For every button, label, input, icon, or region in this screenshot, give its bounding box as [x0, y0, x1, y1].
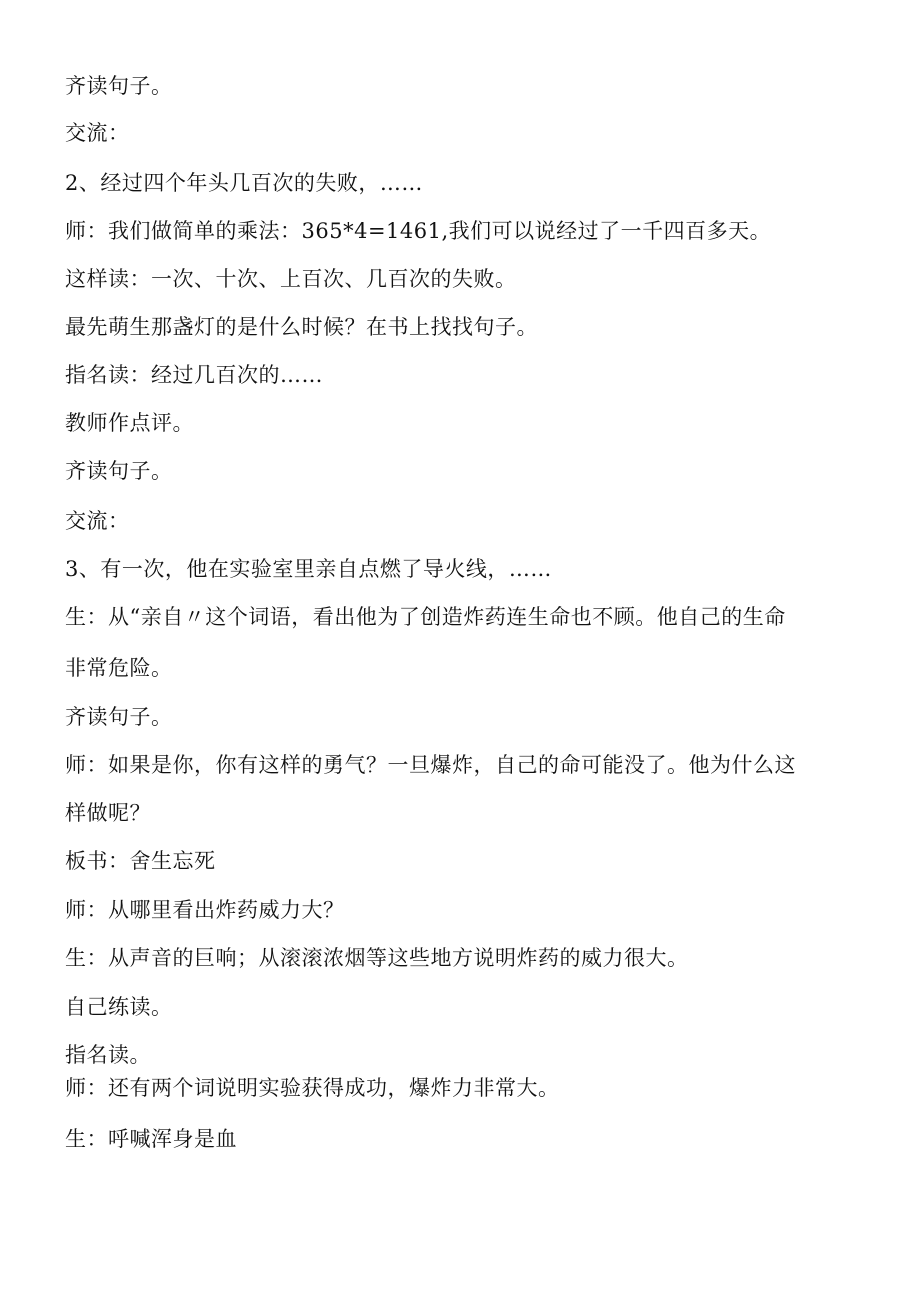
paragraph-4: 师：我们做简单的乘法：365*4=1461,我们可以说经过了一千四百多天。 — [65, 219, 772, 243]
paragraph-17: 生：从声音的巨响；从滚滚浓烟等这些地方说明炸药的威力很大。 — [65, 946, 689, 970]
paragraph-1: 齐读句子。 — [65, 74, 173, 98]
paragraph-18: 自己练读。 — [65, 995, 173, 1019]
paragraph-21: 生：呼喊浑身是血 — [65, 1127, 237, 1151]
paragraph-14-continued: 样做呢？ — [65, 801, 151, 825]
paragraph-15: 板书：舍生忘死 — [65, 849, 216, 873]
paragraph-2: 交流： — [65, 121, 130, 145]
paragraph-6: 最先萌生那盏灯的是什么时候？在书上找找句子。 — [65, 315, 538, 339]
paragraph-7: 指名读：经过几百次的…… — [65, 363, 323, 387]
paragraph-12-continued: 非常危险。 — [65, 656, 173, 680]
paragraph-8: 教师作点评。 — [65, 411, 194, 435]
paragraph-11: 3、有一次，他在实验室里亲自点燃了导火线，…… — [65, 557, 552, 581]
paragraph-9: 齐读句子。 — [65, 459, 173, 483]
paragraph-20: 师：还有两个词说明实验获得成功，爆炸力非常大。 — [65, 1076, 560, 1100]
paragraph-10: 交流： — [65, 509, 130, 533]
paragraph-3: 2、经过四个年头几百次的失败，…… — [65, 171, 423, 195]
paragraph-13: 齐读句子。 — [65, 705, 173, 729]
paragraph-12: 生：从“亲自〃这个词语，看出他为了创造炸药连生命也不顾。他自己的生命 — [65, 605, 786, 629]
paragraph-19: 指名读。 — [65, 1043, 151, 1067]
paragraph-14: 师：如果是你，你有这样的勇气？一旦爆炸，自己的命可能没了。他为什么这 — [65, 753, 796, 777]
paragraph-5: 这样读：一次、十次、上百次、几百次的失败。 — [65, 267, 517, 291]
paragraph-16: 师：从哪里看出炸药威力大？ — [65, 898, 345, 922]
